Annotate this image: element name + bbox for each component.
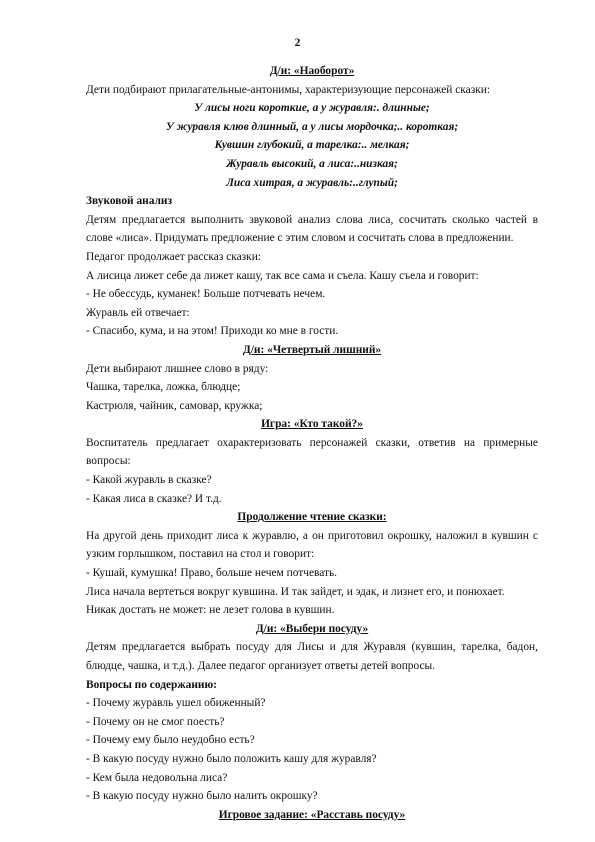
question-item: - В какую посуду нужно было положить кашу для журавля? [86, 752, 377, 765]
section-heading: Звуковой анализ [86, 195, 173, 208]
antonym-line: У журавля клюв длинный, а у лисы мордочка;.. короткая; [165, 120, 459, 133]
paragraph: - Кушай, кумушка! Право, больше нечем потчевать. [86, 567, 338, 580]
paragraph: - Спасибо, кума, и на этом! Приходи ко мне в гости. [86, 325, 339, 338]
page-content [86, 62, 538, 824]
paragraph: Лиса начала вертеться вокруг кувшина. И так зайдет, и эдак, и лизнет его, и понюхает. [86, 585, 505, 598]
question-item: - В какую посуду нужно было налить окрошку? [86, 790, 318, 803]
section-heading: Игровое задание: «Расставь посуду» [218, 808, 406, 821]
paragraph: Дети подбирают прилагательные-антонимы, характеризующие персонажей сказки: [86, 83, 490, 96]
section-heading: Д/и: «Четвертый лишний» [242, 343, 382, 356]
section-heading: Вопросы по содержанию: [86, 678, 217, 691]
question-item: - Почему журавль ушел обиженный? [86, 697, 266, 710]
paragraph: Детям предлагается выполнить звуковой анализ слова лиса, сосчитать сколько частей в слове «лиса». Придумать предложение с этим словом и сосчитать слова в предложении. [86, 213, 538, 245]
paragraph: Чашка, тарелка, ложка, блюдце; [86, 381, 241, 394]
question-item: - Почему он не смог поесть? [86, 715, 225, 728]
page-number: 2 [294, 37, 301, 49]
question-item: - Почему ему было неудобно есть? [86, 734, 255, 747]
paragraph: Воспитатель предлагает охарактеризовать персонажей сказки, ответив на примерные вопросы: [86, 436, 538, 468]
question-item: - Кем была недовольна лиса? [86, 771, 228, 784]
antonym-line: У лисы ноги короткие, а у журавля:. длинные; [194, 102, 430, 115]
paragraph: Детям предлагается выбрать посуду для Лисы и для Журавля (кувшин, тарелка, бадон, блюдце, чашка, и т.д.). Далее педагог организует ответы детей вопросы. [86, 641, 538, 672]
section-heading: Д/и: «Выбери посуду» [255, 622, 369, 635]
paragraph: Журавль ей отвечает: [86, 306, 190, 319]
antonym-line: Журавль высокий, а лиса:..низкая; [226, 157, 398, 170]
section-heading: Игра: «Кто такой?» [261, 418, 363, 431]
section-heading: Продолжение чтение сказки: [237, 511, 387, 524]
paragraph: Дети выбирают лишнее слово в ряду: [86, 362, 269, 375]
paragraph: На другой день приходит лиса к журавлю, а он приготовил окрошку, наложил в кувшин с узким горлышком, поставил на стол и говорит: [86, 529, 538, 561]
paragraph: Педагог продолжает рассказ сказки: [86, 250, 261, 263]
antonym-line: Лиса хитрая, а журавль:..глупый; [226, 176, 398, 189]
paragraph: - Какая лиса в сказке? И т.д. [86, 492, 222, 505]
paragraph: - Какой журавль в сказке? [86, 474, 212, 487]
paragraph: Никак достать не может: не лезет голова в кувшин. [86, 604, 335, 617]
antonym-line: Кувшин глубокий, а тарелка:.. мелкая; [214, 139, 410, 152]
section-heading: Д/и: «Наоборот» [269, 65, 355, 77]
paragraph: А лисица лижет себе да лижет кашу, так все сама и съела. Кашу съела и говорит: [86, 269, 479, 282]
paragraph: - Не обессудь, куманек! Больше потчевать нечем. [86, 288, 326, 301]
paragraph: Кастрюля, чайник, самовар, кружка; [86, 399, 263, 412]
